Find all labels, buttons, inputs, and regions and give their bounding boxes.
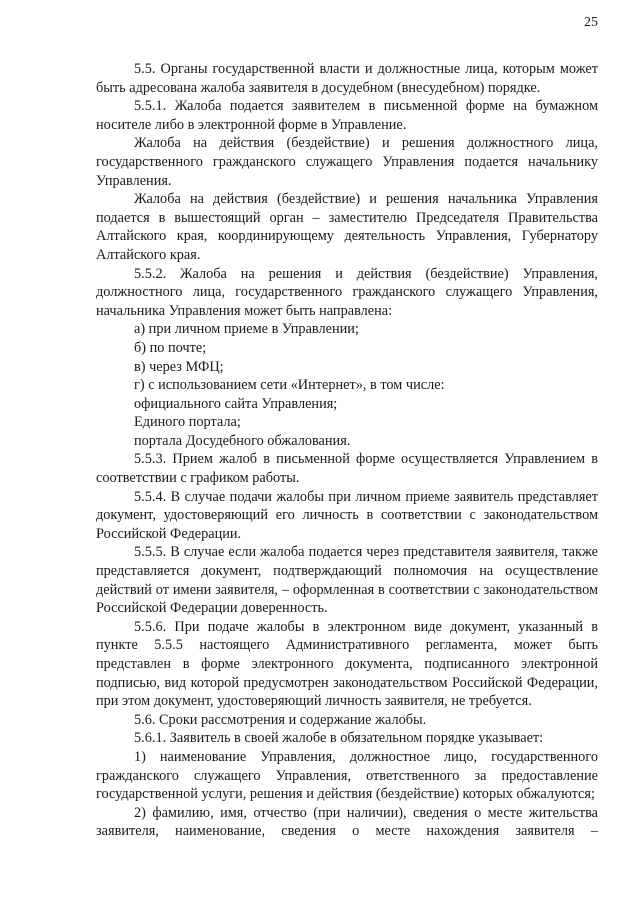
paragraph-5-5: 5.5. Органы государственной власти и должностные лица, которым может быть адресована жалоба заявителя в досудебном (внесудебном) порядке.	[96, 61, 598, 96]
paragraph-item-1: 1) наименование Управления, должностное лицо, государственного гражданского служащего Управления, ответственного за предоставление государственной услуги, решения и действия (бездействие) которых обжалуются;	[96, 748, 598, 803]
paragraph-5-5-6: 5.5.6. При подаче жалобы в электронном виде документ, указанный в пункте 5.5.5 настоящего Административного регламента, может быть представлен в форме электронного документа, подписанного электронной подписью, вид которой предусмотрен законодательством Российской Федерации, при этом документ, удостоверяющий личность заявителя, не требуется.	[96, 618, 598, 710]
list-item-a: а) при личном приеме в Управлении;	[134, 321, 359, 338]
document-body	[96, 60, 598, 841]
paragraph-item-2: 2) фамилию, имя, отчество (при наличии), сведения о месте жительства заявителя, наименование, сведения о месте нахождения заявителя –	[96, 804, 598, 840]
list-item-appeal-portal: портала Досудебного обжалования.	[134, 432, 351, 449]
list-item-single-portal: Единого портала;	[134, 414, 241, 431]
list-item-v: в) через МФЦ;	[134, 358, 224, 375]
paragraph-5-6-1: 5.6.1. Заявитель в своей жалобе в обязательном порядке указывает:	[134, 730, 544, 747]
paragraph-5-5-1: 5.5.1. Жалоба подается заявителем в письменной форме на бумажном носителе либо в электронной форме в Управление.	[96, 98, 598, 133]
paragraph-complaint-head: Жалоба на действия (бездействие) и решения начальника Управления подается в вышестоящий орган – заместителю Председателя Правительства Алтайского края, координирующему деятельность Управления, Губернатору Алтайского края.	[96, 191, 598, 263]
paragraph-5-5-4: 5.5.4. В случае подачи жалобы при личном приеме заявитель представляет документ, удостоверяющий его личность в соответствии с законодательством Российской Федерации.	[96, 488, 598, 542]
page-number: 25	[584, 15, 598, 30]
paragraph-complaint-official: Жалоба на действия (бездействие) и решения должностного лица, государственного гражданского служащего Управления подается начальнику Управления.	[96, 135, 598, 189]
list-item-official-site: официального сайта Управления;	[134, 395, 338, 412]
paragraph-5-5-3: 5.5.3. Прием жалоб в письменной форме осуществляется Управлением в соответствии с графиком работы.	[96, 451, 598, 487]
paragraph-5-5-2: 5.5.2. Жалоба на решения и действия (бездействие) Управления, должностного лица, государственного гражданского служащего Управления, начальника Управления может быть направлена:	[96, 265, 598, 319]
list-item-g: г) с использованием сети «Интернет», в том числе:	[134, 377, 445, 394]
list-item-b: б) по почте;	[134, 339, 207, 356]
paragraph-5-6: 5.6. Сроки рассмотрения и содержание жалобы.	[134, 711, 427, 728]
paragraph-5-5-5: 5.5.5. В случае если жалоба подается через представителя заявителя, также представляется документ, подтверждающий полномочия на осуществление действий от имени заявителя, – оформленная в соответствии с законодательством Российской Федерации доверенность.	[96, 544, 598, 617]
